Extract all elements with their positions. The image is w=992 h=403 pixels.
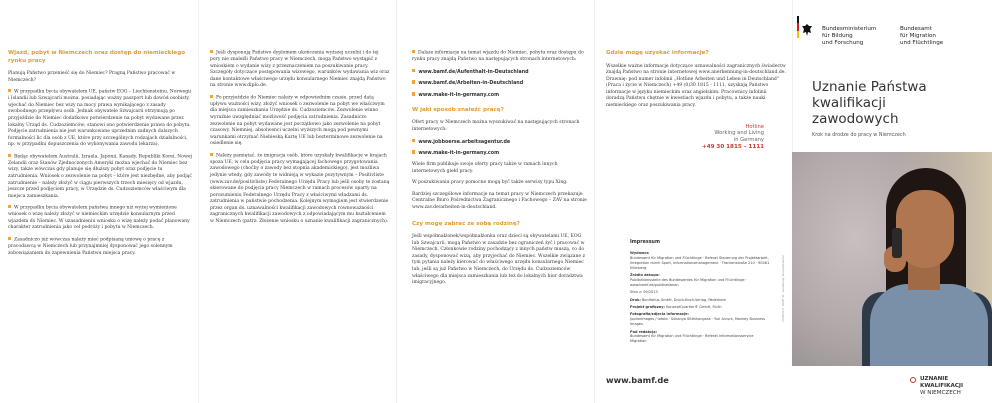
bullet-icon: [412, 92, 415, 95]
impressum-label: Wydawca: [630, 251, 649, 255]
bullet-icon: [8, 237, 11, 240]
bullet-icon: [210, 50, 213, 53]
list-item: Po przyjeździe do Niemiec należy w odpowiednim czasie, przed datą upływu ważności wizy, złożyć wniosek o zezwolenie na pobyt we właściwym dla miejsca zamieszkania Urzędzie ds. Cudzoziemców. Zezwolenie winno wyraźnie uwzględniać możliwość podjęcia zatrudnienia. Zasadniczo zezwolenie na pobyt wydawane jest początkowo jako zezwolenie na pobyt czasowy. Niemniej, absolwenci uczelni wyższych mogą pod pewnymi warunkami otrzymać Niebieską Kartę UE lub bezterminowe zezwolenie na osiedlenie się.: [210, 95, 385, 147]
list-item: W przypadku bycia obywatelem państwa innego niż wyżej wymienione wniosek o wizę należy złożyć w niemieckim urzędzie konsularnym przed wjazdem do Niemiec. W uzasadnieniu wniosku o wizę należy podać planowany charakter zatrudnienia jako cel podróży i pobytu w Niemczech.: [8, 205, 190, 231]
link-make-it-2[interactable]: www.make-it-in-germany.com: [412, 150, 588, 156]
hotline-label: Hotline: [745, 123, 764, 130]
jobs-heading: W jaki sposób znaleźć pracę?: [412, 106, 504, 113]
list-item: Jeśli dysponują Państwo dyplomem ukończenia wyższej uczelni i do tej pory nie znaleźli Państwo pracy w Niemczech, mogą Państwo wystąpić z wnioskiem o wydanie wizy z przeznaczeniem na poszukiwanie pracy. Szczegóły dotyczące postępowania wizowego, warunków wydawania wiz oraz dane kontaktowe właściwego urzędu konsularnego Niemiec znajdą Państwo na stronie www.diplo.de.: [210, 50, 390, 89]
recognition-logo-text: UZNANIE KWALIFIKACJI W NIEMCZECH: [920, 376, 964, 396]
bamf-name: Bundesamt für Migration und Flüchtlinge: [900, 26, 944, 46]
panel1-intro: Planują Państwo przenieść się do Niemiec? Pragną Państwo pracować w Niemczech?: [8, 71, 176, 83]
cover-panel: [792, 0, 992, 403]
recognition-logo-icon: [910, 377, 916, 383]
impressum-row: Druk: Bonifatius GmbH, Druck-Buch-Verlag, Paderborn: [630, 297, 727, 302]
impressum-label: Pod redakcją:: [630, 329, 658, 334]
impressum-label: Źródło zakupu:: [630, 273, 660, 278]
cover-photo: [792, 152, 992, 366]
cover-subtitle: Krok na drodze do pracy w Niemczech: [812, 132, 906, 138]
impressum-title: Impressum: [630, 240, 660, 245]
federal-eagle-icon: [802, 24, 812, 36]
info-heading: Gdzie mogę uzyskać informacje?: [606, 50, 709, 56]
list-item: Zasadniczo już wówczas należy mieć podpisaną umowę o pracę z pracodawcą w Niemczech lub przynajmniej dysponować jego solennym zobowiązaniem do zapewnienia Państwu miejsca pracy.: [8, 237, 173, 256]
vertical-imprint: POLNISCH · BAMF 40 · Gestaltung: KonzeptQuartier: [782, 255, 785, 322]
hotline-number: +49 30 1815 – 1111: [702, 143, 764, 150]
german-flag-icon: [797, 16, 799, 38]
link-jobboerse[interactable]: www.jobboerse.arbeitsagentur.de: [412, 139, 588, 145]
bullet-icon: [412, 80, 415, 83]
bullet-icon: [8, 154, 11, 157]
website-link[interactable]: www.bamf.de: [606, 375, 669, 385]
list-item: W przypadku bycia obywatelem UE, państw EOG – Liechtensteinu, Norwegii i Islandii lub Szwajcarii można, posiadając ważny paszport lub dowód osobisty, wjechać do Niemiec bez wizy na mocy prawa wynikającego z zasady swobodnego przepływu osób. Jednak obywatele Szwajcarii otrzymują po przyjeździe do Niemiec dodatkowo potwierdzenie na pobyt wydawane przez lokalny Urząd ds. Cudzoziemców; stanowi ono potwierdzenie prawa do pobytu. Podjęcie zatrudnienia nie jest warunkowane uprzednim zadnych dalszych formalności lic dla osób z UE, które przy szczególnych rodzajach działalności, np. w przypadku dopuszczenia do wykonywania zawodu lekarza).: [8, 89, 192, 148]
list-item: Będąc obywatelem Australii, Izraela, Japonii, Kanady, Republiki Korei, Nowej Zelandii oraz Stanów Zjednoczonych Ameryki można wjechać do Niemiec bez wizy, także wówczas gdy planuje się dłuższy pobyt oraz podjęcie tu zatrudnienia. Wniosek o zezwolenie na pobyt – które jest niezbędne, aby podjąć zatrudnienie – należy złożyć w ciągu pierwszych trzech miesięcy od wjazdu, jeszcze przed podjęciem pracy, w Urzędzie ds. Cudzoziemców właściwym dla miejsca zamieszkania.: [8, 154, 192, 199]
panel-entry-residence: [0, 0, 198, 403]
impressum-label: Fotografia/zdjęcia informacje:: [630, 312, 689, 317]
info-p1: Wszelkie ważne informacje dotyczące uznawalności zagranicznych świadectw znajdą Państwo na stronie internetowej www.anerkennung-in-deutschland.de. Drawnię: pod numer infolinii „Hotline Arbeiten und Leben in Deutschland" (Praca i życie w Niemczech) +49 (0)30 1815 - 1111, uzyskają Państwo informacje w języku niemieckim oraz angielskim. Pracownicy infolinii doradzą Państwu chętnie w kwestiach wjazdu i pobytu, a także nauki niemieckiego oraz poszukiwania pracy.: [606, 63, 786, 109]
bullet-icon: [210, 153, 213, 156]
impressum-value: Bundesamt für Migration und Flüchtlinge · Referat Steuerung der Projektarbeit, Integration durch Sport, Informationsmanagement · Frankenstraße 210 · 90461 Nürnberg: [630, 255, 770, 270]
phone-icon: [892, 228, 902, 258]
bullet-icon: [412, 150, 415, 153]
panel-visa: [198, 0, 396, 403]
bullet-icon: [412, 50, 415, 53]
cover-title: Uznanie Państwa kwalifikacji zawodowych: [812, 79, 927, 127]
list-item: Dalsze informacje na temat wjazdu do Niemiec, pobytu oraz dostępu do rynku pracy znajdą Państwo na następujących stronach internetowych:: [412, 50, 584, 62]
family-heading: Czy mogę zabrać ze sobą rodzinę?: [412, 220, 520, 227]
hotline-line2: Working and Living: [714, 130, 764, 137]
link-make-it[interactable]: www.make-it-in-germany.com: [412, 92, 588, 98]
list-item: Należy pamiętać, że imigracja osób, które uzyskały kwalifikacje w krajach spoza UE, w celu podjęcia pracy wymagającej fachowego przygotowania zawodowego (choćby o zawody bez stopnia akademickiego), jest możliwa jedynie wtedy, gdy zawody te widnieją w wykazie pozytywnym – Positivliste (www.zav.de/positivliste) Federalnego Urzędu Pracy lub jeśli osoby te zostaną skierowane do podjęcia pracy Niemczech w ramach procesów oparty na porozumieniu Federalnego Urzędu Pracy z właściwymi władzami ds. zatrudnienia w państwie pochodzenia. Kolejnym wymogiem jest stwierdzenie przez organ ds. uznawalności kwalifikacji zawodowych równoważności zagranicznych kwalifikacji zawodowych z odpowiadającym mu kształceniem w Niemczech (patrz: Złożenie wniosku o uznanie kwalifikacji zagranicznych).: [210, 153, 390, 225]
impressum-value: Publikationsstelle des Bundesamtes für Migration und Flüchtlinge · www.bamf.de/publikationen: [630, 277, 747, 287]
family-p: Jeśli współmałżonek/współmałżonka oraz dzieci są obywatelami UE, EOG lub Szwajcarii, mogą Państwo w zasadzie bez ograniczeń żyć i pracować w Niemczech. Członkowie rodziny pochodzący z innych państw muszą, co do zasady, dysponować wizą, aby przyjechać do Niemiec. Wszelkie związane z tym pytania należy kierować do właściwego urzędu konsularnego Niemiec lub, jeśli są już Państwo w Niemczech, do Urzędu ds. Cudzoziemców właściwego dla miejsca zamieszkania lub też do lokalnych biur doradztwa imigracyjnego.: [412, 234, 585, 286]
panel1-heading: Wjazd, pobyt w Niemczech oraz dostęp do niemieckiego rynku pracy: [8, 50, 186, 64]
impressum-value: Stan z: 09/2013: [630, 290, 658, 295]
panel-jobs-family: [396, 0, 594, 403]
bullet-icon: [8, 89, 11, 92]
bullet-icon: [412, 139, 415, 142]
hotline-block: [606, 124, 786, 152]
bullet-icon: [8, 205, 11, 208]
bullet-icon: [412, 69, 415, 72]
jobs-p3: Bardziej szczegółowe informacje na temat pracy w Niemczech przekazuje Centralne Biuro Pośrednictwa Zagranicznego i Fachowego – ZAV na stronie www.zav.de/arbeiten-in-deutschland.: [412, 191, 587, 211]
panel-info: [594, 0, 792, 403]
hotline-line3: in Germany: [733, 137, 764, 144]
bmbf-name: Bundesministerium für Bildung und Forschung: [822, 26, 877, 46]
impressum-value: Jupiterimages / Iofoto · Sukanya Sitthikongsak · Yuri Arcurs, Monkey Business Images: [630, 317, 765, 327]
ministry-logos: [792, 14, 992, 54]
impressum-row: Projekt graficzny: KonzeptQuartier® GmbH, Fürth: [630, 305, 722, 310]
cover-footer: [792, 366, 992, 403]
link-aufenthalt[interactable]: www.bamf.de/Aufenthalt-in-Deutschland: [412, 69, 588, 75]
jobs-intro: Ofert pracy w Niemczech można wyszukiwać na następujących stronach internetowych:: [412, 120, 580, 133]
impressum-value: Bundesamt für Migration und Flüchtlinge · Referat Informationsservice Migration: [630, 334, 754, 344]
jobs-p1: Wiele firm publikuje swoje oferty pracy także w ramach innych internetowych giełd pracy.: [412, 162, 558, 174]
impressum: [630, 240, 770, 347]
link-arbeiten[interactable]: www.bamf.de/Arbeiten-in-Deutschland: [412, 80, 588, 86]
bullet-icon: [210, 95, 213, 98]
jobs-p2: W poszukiwaniu pracy pomocne mogą być także serwisy typu Xing.: [412, 180, 568, 186]
